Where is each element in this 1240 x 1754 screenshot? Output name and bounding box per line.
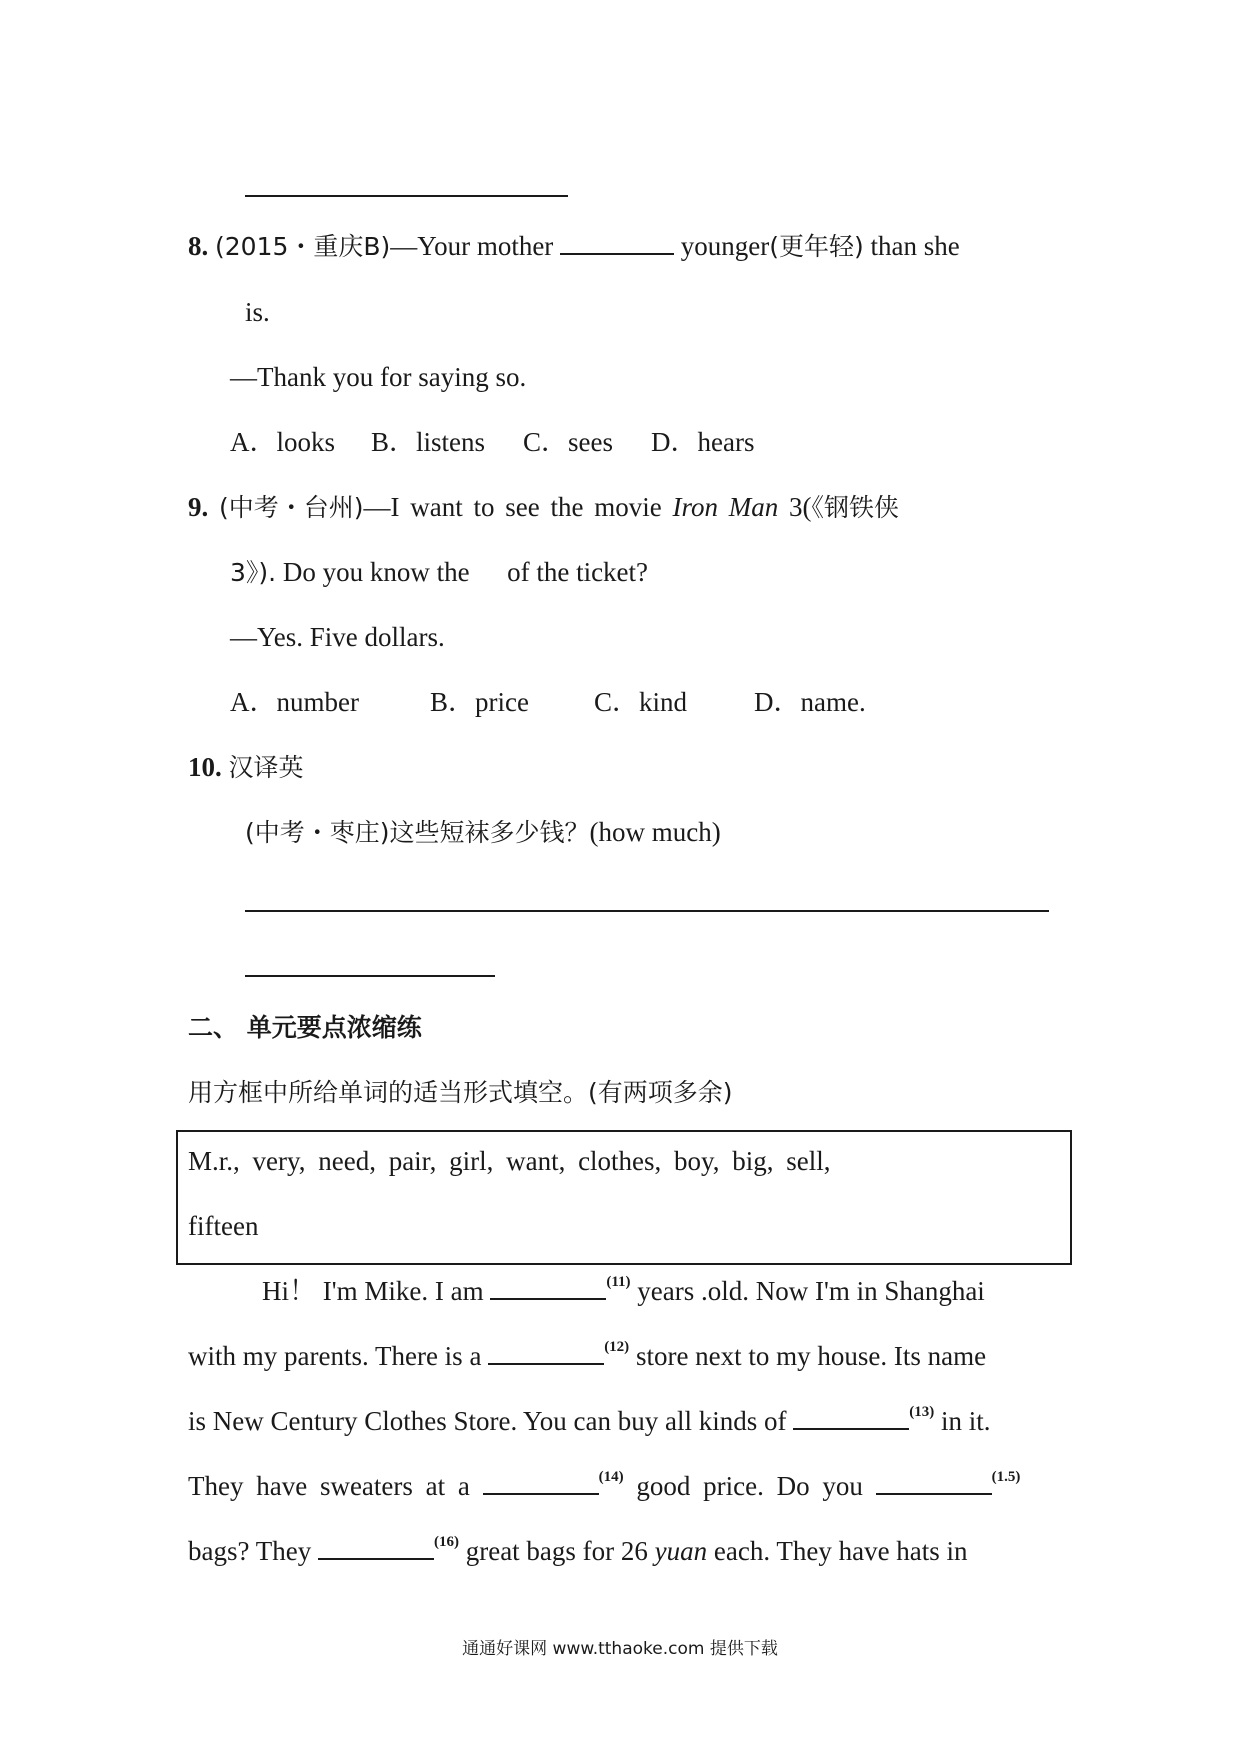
chinese-gloss: 3》). — [230, 558, 277, 587]
question-8-reply: —Thank you for saying so. — [230, 362, 527, 392]
answer-blank-14[interactable] — [483, 1469, 599, 1495]
passage-text: in it. — [940, 1406, 991, 1436]
question-source: (2015・重庆B) — [215, 232, 391, 261]
option-d: D．name. — [754, 687, 866, 717]
question-text: of the ticket? — [507, 557, 649, 587]
question-number: 8. — [188, 231, 209, 261]
question-10-title — [188, 749, 304, 786]
passage-text: years .old. Now I'm in Shanghai — [637, 1276, 985, 1306]
passage-line-4 — [188, 1468, 1020, 1504]
blank-number: (16) — [433, 1534, 459, 1550]
question-text: than she — [870, 231, 960, 261]
word-box-line1: M.r., very, need, pair, girl, want, clothes, boy, big, sell, — [188, 1146, 831, 1176]
question-9-line1 — [188, 489, 899, 526]
blank-number: (12) — [604, 1339, 630, 1355]
question-9-line2 — [230, 554, 648, 591]
option-a: A．number — [230, 687, 359, 717]
question-9-options — [230, 684, 866, 720]
question-source: (中考・枣庄) — [245, 818, 390, 847]
blank-number: (11) — [606, 1274, 631, 1290]
question-title: 汉译英 — [228, 753, 304, 782]
option-d: D．hears — [651, 427, 755, 457]
chinese-gloss: 《钢铁侠 — [811, 493, 899, 522]
answer-line-top — [245, 195, 568, 197]
blank-number: (1.5) — [991, 1469, 1021, 1485]
question-text: younger — [680, 231, 770, 261]
chinese-gloss: (更年轻) — [769, 232, 864, 261]
option-c: C．sees — [523, 427, 613, 457]
passage-line-3 — [188, 1403, 991, 1439]
question-8-line2: is. — [245, 297, 270, 327]
question-prompt: 这些短袜多少钱？ — [389, 818, 590, 847]
passage-line-2 — [188, 1338, 986, 1374]
answer-blank-15[interactable] — [876, 1469, 992, 1495]
passage-text: store next to my house. Its name — [635, 1341, 987, 1371]
page-footer: 通通好课网 www.tthaoke.com 提供下载 — [462, 1639, 778, 1659]
option-b: B．price — [430, 687, 529, 717]
passage-line-5 — [188, 1533, 968, 1569]
question-text: Do you know the — [282, 557, 470, 587]
blank-number: (13) — [909, 1404, 935, 1420]
answer-line[interactable] — [245, 975, 495, 977]
answer-blank-12[interactable] — [488, 1339, 604, 1365]
movie-title: Iron Man — [672, 492, 779, 522]
option-b: B．listens — [371, 427, 486, 457]
passage-text: They have sweaters at a — [188, 1471, 470, 1501]
question-10-prompt — [245, 814, 721, 851]
question-hint: (how much) — [589, 817, 721, 847]
passage-text: great bags for 26 — [465, 1536, 648, 1566]
question-number: 10. — [188, 752, 222, 782]
passage-text: Hi！ I'm Mike. I am — [262, 1276, 484, 1306]
option-a: A．looks — [230, 427, 336, 457]
answer-blank-13[interactable] — [793, 1404, 909, 1430]
answer-blank-16[interactable] — [318, 1534, 434, 1560]
question-text: —I want to see the movie — [363, 492, 662, 522]
section-instruction: 用方框中所给单词的适当形式填空。(有两项多余) — [188, 1078, 733, 1107]
passage-text: bags? They — [188, 1536, 312, 1566]
question-8-options — [230, 424, 754, 460]
passage-text: each. They have hats in — [713, 1536, 968, 1566]
option-c: C．kind — [594, 687, 688, 717]
passage-italic: yuan — [654, 1536, 708, 1566]
question-8-line1 — [188, 228, 960, 265]
movie-number: 3( — [788, 492, 812, 522]
answer-blank-11[interactable] — [490, 1274, 606, 1300]
passage-line-1 — [262, 1273, 985, 1309]
section-heading: 二、 单元要点浓缩练 — [188, 1013, 422, 1042]
question-9-reply: —Yes. Five dollars. — [230, 622, 445, 652]
question-number: 9. — [188, 492, 209, 522]
passage-text: is New Century Clothes Store. You can buy all kinds of — [188, 1406, 787, 1436]
passage-text: with my parents. There is a — [188, 1341, 482, 1371]
question-source: (中考・台州) — [219, 493, 364, 522]
blank-number: (14) — [598, 1469, 624, 1485]
passage-text: good price. Do you — [636, 1471, 863, 1501]
question-text: —Your mother — [390, 231, 554, 261]
word-box-line2: fifteen — [188, 1211, 259, 1241]
answer-blank[interactable] — [560, 229, 674, 255]
answer-line[interactable] — [245, 910, 1049, 912]
